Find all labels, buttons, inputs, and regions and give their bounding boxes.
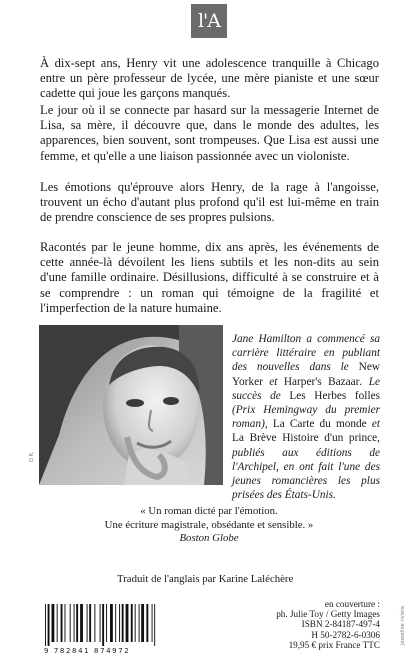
barcode-bar bbox=[119, 604, 120, 642]
barcode-bar bbox=[152, 604, 153, 642]
bio-text: et bbox=[262, 375, 284, 388]
author-photo bbox=[39, 325, 223, 485]
designer-credit: josseline rivière bbox=[400, 605, 406, 645]
quote-line-2: Une écriture magistrale, obsédante et sensible. » bbox=[104, 518, 314, 531]
bio-text: (Prix Hemingway du premier roman), bbox=[232, 404, 380, 431]
barcode-bar bbox=[135, 604, 136, 642]
barcode-bar bbox=[102, 604, 104, 646]
barcode-bar bbox=[61, 604, 63, 642]
publisher-logo: l'A bbox=[191, 4, 227, 38]
quote-line-1: « Un roman dicté par l'émotion. bbox=[140, 505, 278, 517]
cover-photo-credit: ph. Julie Toy / Getty Images bbox=[276, 609, 380, 620]
barcode-bar bbox=[131, 604, 133, 642]
bio-text: . Le succès de bbox=[232, 375, 380, 402]
photo-credit: D.R. bbox=[29, 451, 35, 462]
product-code: H 50-2782-6-0306 bbox=[311, 629, 380, 640]
author-portrait-image bbox=[39, 325, 223, 485]
barcode-bar bbox=[139, 604, 140, 642]
bio-text: , publiés aux éditions de l'Archipel, en ont fait l'une des jeunes romancières les plus prisées des États-Unis. bbox=[232, 432, 380, 502]
barcode-bar bbox=[65, 604, 66, 642]
bio-text: et bbox=[366, 418, 381, 431]
bio-title-harpers-bazaar: Harper's Bazaar bbox=[283, 375, 360, 388]
barcode-bar bbox=[45, 604, 46, 646]
barcode-bar bbox=[89, 604, 91, 642]
translator-credit: Traduit de l'anglais par Karine Laléchère bbox=[117, 573, 294, 585]
press-quote bbox=[0, 505, 418, 546]
blurb-paragraph-4: Racontés par le jeune homme, dix ans après, les événements de cette année-là dévoilent les liens subtils et les non-dits au sein d'une famille ordinaire. Désillusions, difficulté à se construire et à se comprendre : un roman qui témoigne de la fragilité et l'imperfection de la nature humaine. bbox=[40, 240, 379, 315]
barcode-bar bbox=[146, 604, 148, 642]
barcode-bar bbox=[70, 604, 71, 642]
barcode-bar bbox=[87, 604, 88, 642]
barcode-bar bbox=[154, 604, 155, 646]
barcode-bars bbox=[43, 604, 181, 646]
bio-title-carte-du-monde: La Carte du monde bbox=[272, 418, 367, 431]
barcode-bar bbox=[76, 604, 78, 642]
barcode-bar bbox=[74, 604, 75, 642]
blurb-paragraph-3: Les émotions qu'éprouve alors Henry, de la rage à l'angoisse, trouvent un écho d'autant plus profond qu'il est lui-même en train de prendre conscience de ses propres pulsions. bbox=[40, 180, 379, 225]
barcode-bar bbox=[100, 604, 101, 642]
barcode-bar bbox=[126, 604, 129, 642]
barcode-bar bbox=[122, 604, 124, 642]
cover-credit-label: en couverture : bbox=[324, 599, 380, 609]
barcode-bar bbox=[106, 604, 107, 642]
barcode-bar bbox=[94, 604, 95, 642]
bio-title-herbes-folles: Les Herbes folles bbox=[289, 389, 380, 402]
barcode-bar bbox=[48, 604, 50, 646]
barcode-bar bbox=[115, 604, 116, 642]
barcode-bar bbox=[110, 604, 113, 642]
author-bio bbox=[232, 332, 380, 502]
barcode-bar bbox=[80, 604, 83, 642]
price: 19,95 € prix France TTC bbox=[288, 639, 380, 650]
bio-title-breve-histoire: La Brève Histoire d'un prince bbox=[232, 432, 378, 445]
isbn: ISBN 2-84187-497-4 bbox=[301, 619, 380, 630]
barcode-bar bbox=[141, 604, 144, 642]
quote-source: Boston Globe bbox=[179, 532, 239, 544]
colophon bbox=[276, 599, 380, 650]
barcode-number: 9 782841 874972 bbox=[44, 647, 131, 655]
blurb-paragraph-1: À dix-sept ans, Henry vit une adolescence tranquille à Chicago entre un père professeur de lycée, une mère pianiste et une sœur cadette qui joue les garçons manqués. bbox=[40, 56, 379, 101]
barcode-bar bbox=[57, 604, 58, 642]
bio-title-new-yorker: New Yorker bbox=[232, 361, 380, 388]
bio-text: Jane Hamilton a commencé sa carrière littéraire en publiant des nouvelles dans le bbox=[232, 333, 380, 374]
blurb-paragraph-2: Le jour où il se connecte par hasard sur la messagerie Internet de Lisa, sa mère, il découvre que, dans le monde des adultes, les apparences, bien souvent, sont trompeuses. Que Lisa est aussi une femme, et qu'elle a une liaison passionnée avec un violoniste. bbox=[40, 103, 379, 163]
barcode-bar bbox=[52, 604, 55, 642]
